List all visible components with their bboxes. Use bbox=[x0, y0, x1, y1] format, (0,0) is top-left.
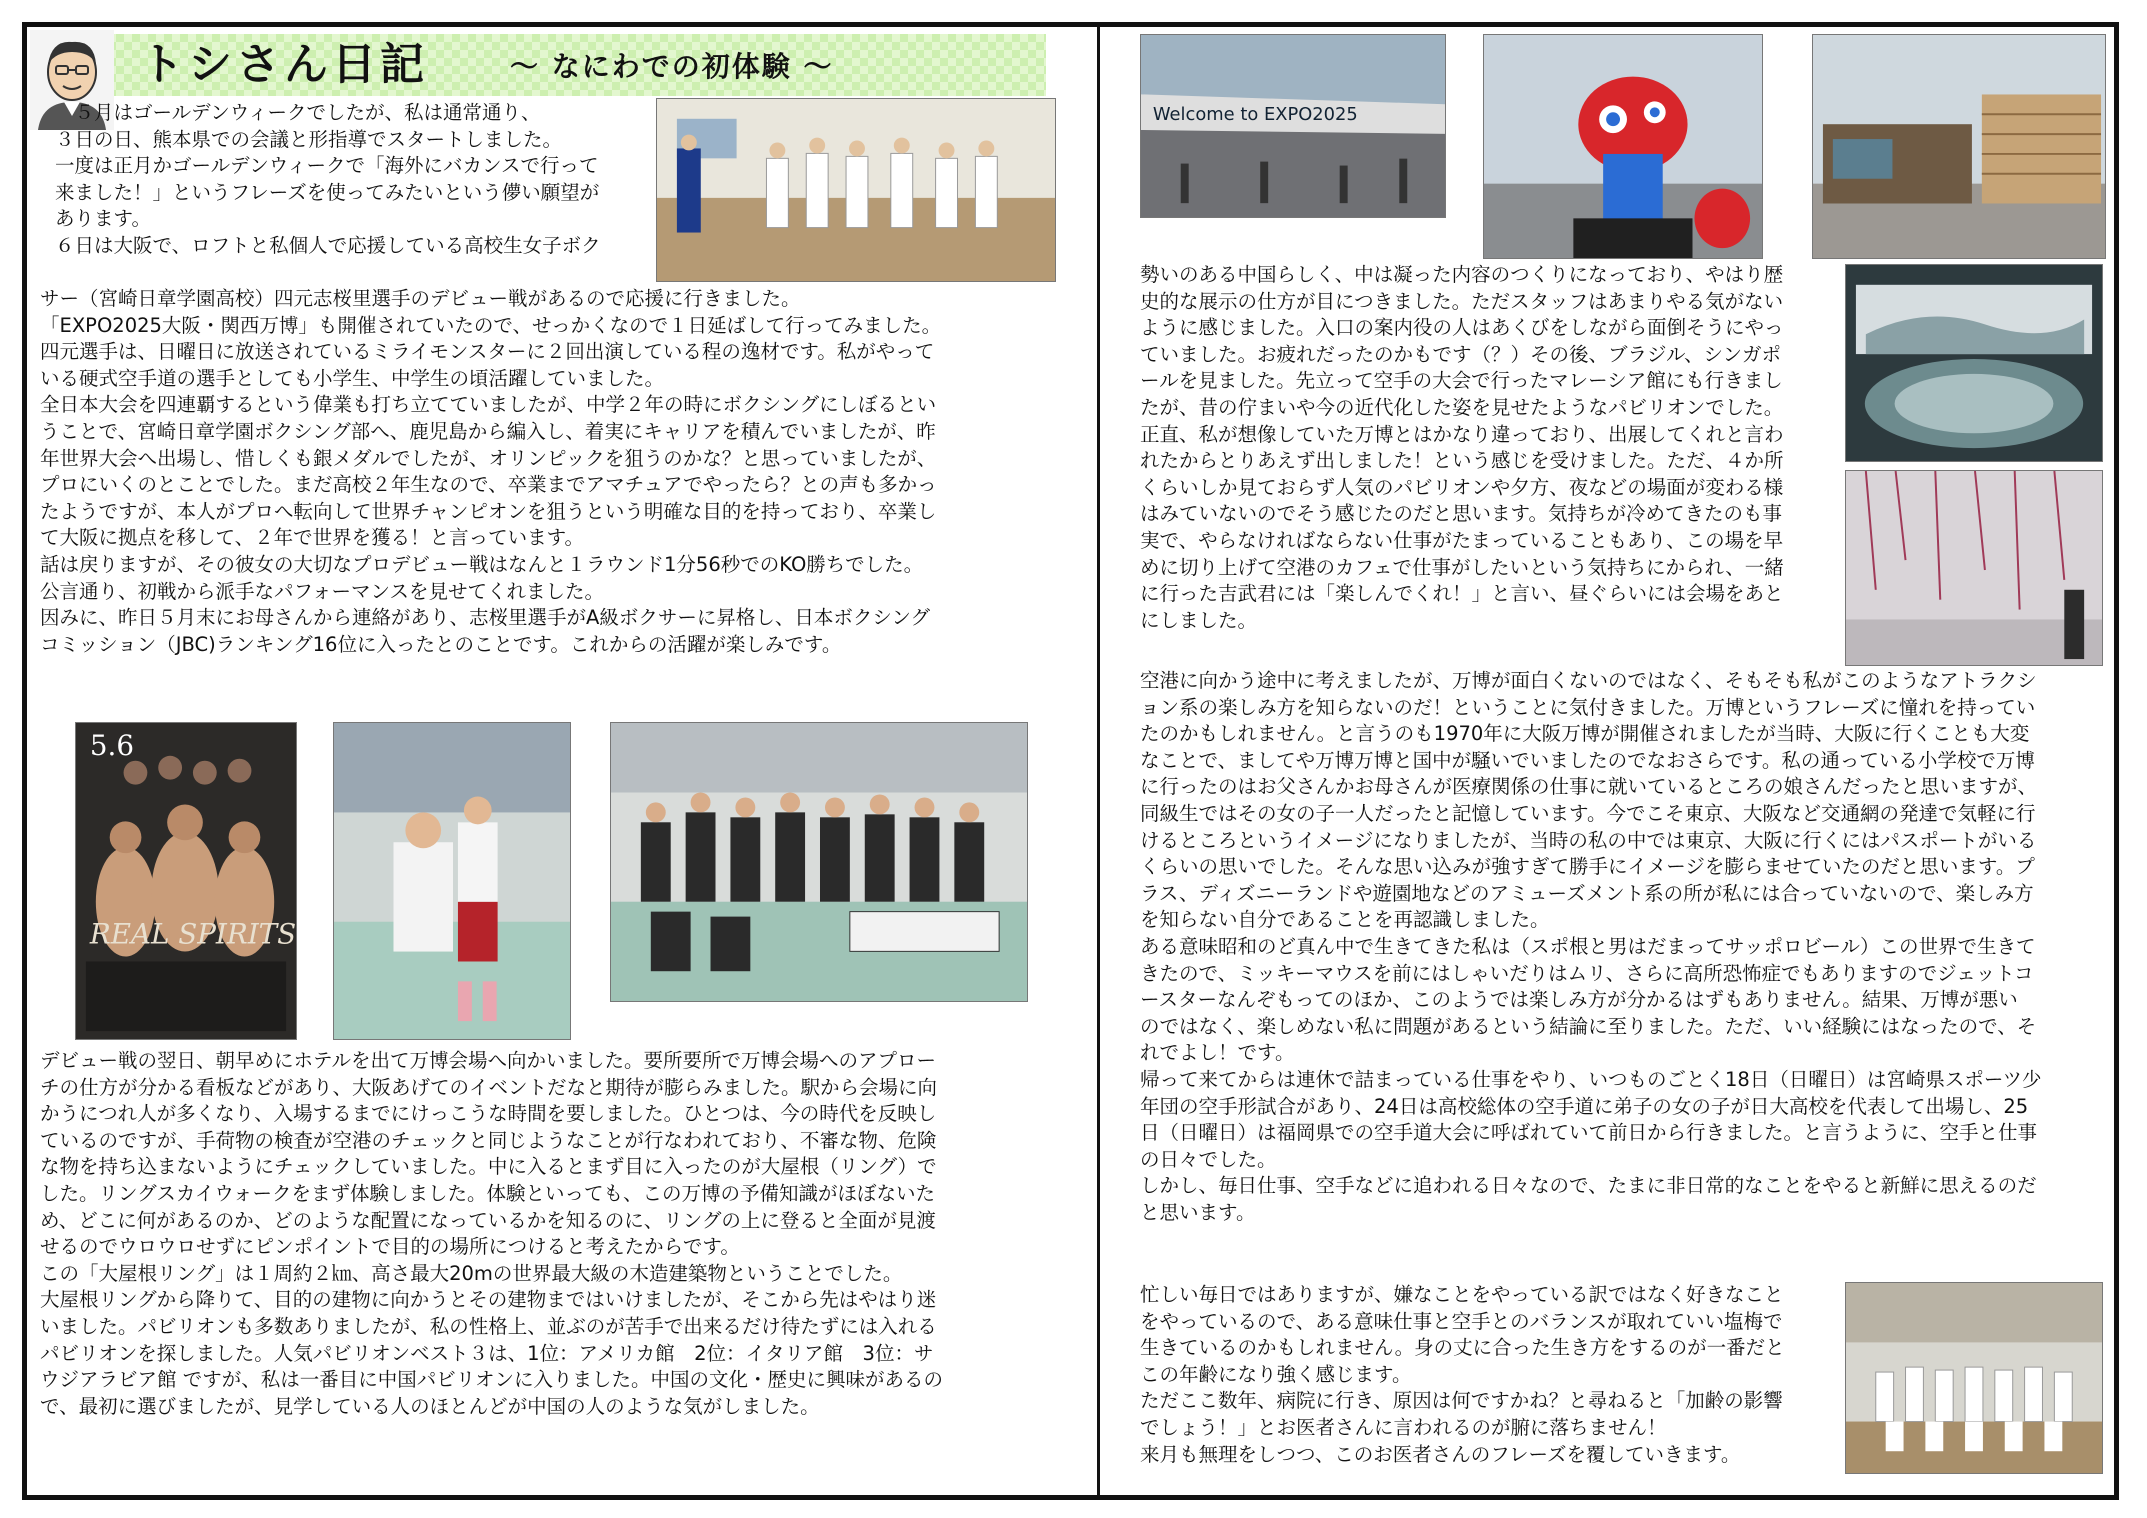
text-line: め、どこに何があるのか、どのような配置になっているかを知るのに、リングの上に登ると全面が見渡 bbox=[40, 1208, 936, 1232]
karate-tournament-photo bbox=[1845, 1282, 2103, 1474]
text-line: 忙しい毎日ではありますが、嫌なことをやっている訳ではなく好きなこと bbox=[1140, 1283, 1784, 1306]
text-line: ールを見ました。先立って空手の大会で行ったマレーシア館にも行きまし bbox=[1140, 369, 1783, 393]
text-line: 空港に向かう途中に考えましたが、万博が面白くないのではなく、そもそも私がこのようなアトラクシ bbox=[1140, 669, 2037, 692]
text-line: サー（宮崎日章学園高校）四元志桜里選手のデビュー戦があるので応援に行きました。 bbox=[40, 287, 801, 310]
text-line: チの仕方が分かる看板などがあり、大阪あげてのイベントだなと期待が膨らみました。駅から会場に向 bbox=[40, 1075, 938, 1099]
text-line: なことで、ましてや万博万博と国中が騒いでいましたのでなおさらです。私の通っている小学校で万博 bbox=[1140, 748, 2035, 772]
page-subtitle: ～ なにわでの初体験 ～ bbox=[510, 50, 834, 83]
text-line: けるところというイメージになりましたが、当時の私の中では東京、大阪に行くにはパスポートがいる bbox=[1140, 828, 2037, 852]
text-line: ているのですが、手荷物の検査が空港のチェックと同じようなことが行なわれており、不審な物、危険 bbox=[40, 1128, 937, 1152]
text-line: 正直、私が想像していた万博とはかなり違っており、出展してくれと言わ bbox=[1140, 422, 1784, 446]
text-line: たのかもしれません。と言うのも1970年に大阪万博が開催されましたが当時、大阪に行くことも大変 bbox=[1140, 722, 2030, 746]
column-divider bbox=[1097, 22, 1100, 1500]
text-line: て大阪に拠点を移して、２年で世界を獲る！と言っています。 bbox=[40, 526, 585, 550]
text-line: プロにいくのとことでした。まだ高校２年生なので、卒業までアマチュアでやったら？との声も多かっ bbox=[40, 473, 937, 497]
text-line: 史的な展示の仕方が目につきました。ただスタッフはあまりやる気がない bbox=[1140, 289, 1784, 313]
text-line: 年世界大会へ出場し、惜しくも銀メダルでしたが、オリンピックを狙うのかな？と思っていましたが、 bbox=[40, 446, 937, 470]
text-line: 年団の空手形試合があり、24日は高校総体の空手道に弟子の女の子が日大高校を代表して出場し、25 bbox=[1140, 1094, 2029, 1118]
poster-date: 5.6 bbox=[89, 728, 134, 762]
text-line: にしました。 bbox=[1140, 608, 1258, 632]
text-line: 一度は正月かゴールデンウィークで「海外にバカンスで行って bbox=[55, 154, 599, 178]
text-line: かうにつれ人が多くなり、入場するまでにけっこうな時間を要しました。ひとつは、今の時代を反映し bbox=[40, 1102, 937, 1126]
expo-welcome-sign: Welcome to EXPO2025 bbox=[1152, 104, 1358, 126]
text-line: 公言通り、初戦から派手なパフォーマンスを見せてくれました。 bbox=[40, 579, 604, 603]
text-line: ウジアラビア館 ですが、私は一番目に中国パビリオンに入りました。中国の文化・歴史に興味があるの bbox=[40, 1368, 944, 1392]
text-line: 話は戻りますが、その彼女の大切なプロデビュー戦はなんと１ラウンド1分56秒でのKO勝ちでした。 bbox=[40, 552, 924, 576]
text-line: コミッション（JBC)ランキング16位に入ったとのことです。これからの活躍が楽しみです。 bbox=[40, 632, 842, 656]
text-line: 四元選手は、日曜日に放送されているミライモンスターに２回出演している程の逸材です。私がやって bbox=[40, 340, 935, 364]
text-line: きたので、ミッキーマウスを前にはしゃいだりはムリ、さらに高所恐怖症でもありますのでジェットコ bbox=[1140, 961, 2034, 985]
text-line: 「EXPO2025大阪・関西万博」も開催されていたので、せっかくなので１日延ばして行ってみました。 bbox=[40, 313, 942, 337]
text-line: 同級生ではその女の子一人だったと記憶しています。今でこそ東京、大阪など交通網の発達で気軽に行 bbox=[1140, 801, 2036, 825]
text-line: 帰って来てからは連休で詰まっている仕事をやり、いつものごとく18日（日曜日）は宮崎県スポーツ少 bbox=[1140, 1067, 2042, 1091]
text-line: ある意味昭和のど真ん中で生きてきた私は（スポ根と男はだまってサッポロビール）この世界で生きて bbox=[1140, 934, 2036, 958]
text-line: で、最初に選びましたが、見学している人のほとんどが中国の人のような気がしました。 bbox=[40, 1394, 820, 1418]
text-line: でしょう！」とお医者さんに言われるのが腑に落ちません！ bbox=[1140, 1415, 1667, 1439]
text-line: 来ました！」というフレーズを使ってみたいという儚い願望が bbox=[55, 180, 600, 204]
text-line: あります。 bbox=[55, 207, 151, 231]
text-line: ように感じました。入口の案内役の人はあくびをしながら面倒そうにやっ bbox=[1140, 316, 1784, 340]
text-line: 実で、やらなければならない仕事がたまっていることもあり、この場を早 bbox=[1140, 528, 1784, 552]
text-line: を知らない自分であることを再認識しました。 bbox=[1140, 908, 1550, 932]
text-line: ラス、ディズニーランドや遊園地などのアミューズメント系の所が私には合っていないので、楽しみ方 bbox=[1140, 881, 2034, 905]
text-line: した。リングスカイウォークをまず体験しました。体験といっても、この万博の予備知識がほぼないた bbox=[40, 1181, 936, 1205]
text-line: たが、昔の佇まいや今の近代化した姿を見せたようなパビリオンでした。 bbox=[1140, 395, 1784, 419]
text-line: れたからとりあえず出しました！という感じを受けました。ただ、４か所 bbox=[1140, 449, 1784, 473]
text-line: 因みに、昨日５月末にお母さんから連絡があり、志桜里選手がA級ボクサーに昇格し、日本ボクシング bbox=[40, 606, 930, 630]
text-line: ースターなんぞもってのほか、このようでは楽しみ方が分かるはずもありません。結果、万博が悪い bbox=[1140, 988, 2018, 1012]
team-group-photo bbox=[610, 722, 1028, 1002]
expo-text bbox=[40, 1048, 943, 1420]
text-line: のではなく、楽しめない私に問題があるという結論に至りました。ただ、いい経験にはなったので、そ bbox=[1140, 1014, 2037, 1038]
text-line: ３日の日、熊本県での会議と形指導でスタートしました。 bbox=[55, 127, 563, 151]
text-line: な物を持ち込まないようにチェックしていました。中に入るとまず目に入ったのが大屋根（リング）で bbox=[40, 1155, 937, 1179]
closing-text bbox=[1140, 1282, 1785, 1468]
text-line: この「大屋根リング」は１周約２㎞、高さ最大20mの世界最大級の木造建築物ということでした。 bbox=[40, 1261, 903, 1285]
text-line: うことで、宮崎日章学園ボクシング部へ、鹿児島から編入し、着実にキャリアを積んでいましたが、昨 bbox=[40, 419, 936, 443]
wooden-pavilion-photo bbox=[1812, 34, 2106, 259]
text-line: ていました。お疲れだったのかもです（？）その後、ブラジル、シンガポ bbox=[1140, 342, 1781, 366]
text-line: めに切り上げて空港のカフェで仕事がしたいという気持ちにかられ、一緒 bbox=[1140, 555, 1784, 579]
boxer-with-author-photo bbox=[333, 722, 571, 1040]
text-line: くらいしか見ておらず人気のパビリオンや夕方、夜などの場面が変わる様 bbox=[1140, 475, 1784, 499]
text-line: デビュー戦の翌日、朝早めにホテルを出て万博会場へ向かいました。要所要所で万博会場へのアプロー bbox=[40, 1049, 937, 1072]
text-line: 大屋根リングから降りて、目的の建物に向かうとその建物まではいけましたが、そこから先はやはり迷 bbox=[40, 1288, 937, 1312]
text-line: の日々でした。 bbox=[1140, 1147, 1277, 1171]
expo-mascot-photo bbox=[1483, 34, 1763, 259]
text-line: をやっているので、ある意味仕事と空手とのバランスが取れていい塩梅で bbox=[1140, 1309, 1783, 1333]
boxing-text bbox=[40, 286, 941, 658]
text-line: 日（日曜日）は福岡県での空手道大会に呼ばれていて前日から行きました。と言うように、空手と仕事 bbox=[1140, 1121, 2038, 1145]
text-line: れでよし！です。 bbox=[1140, 1041, 1295, 1065]
text-line: たようですが、本人がプロへ転向して世界チャンピオンを狙うという明確な目的を持っており、卒業し bbox=[40, 499, 937, 523]
text-line: 来月も無理をしつつ、このお医者さんのフレーズを覆していきます。 bbox=[1140, 1442, 1741, 1466]
text-line: に行った吉武君には「楽しんでくれ！」と言い、昼ぐらいには会場をあと bbox=[1140, 582, 1784, 606]
text-line: はみていないのでそう感じたのだと思います。気持ちが冷めてきたのも事 bbox=[1140, 502, 1782, 526]
text-line: ただここ数年、病院に行き、原因は何ですかね？と尋ねると「加齢の影響 bbox=[1140, 1389, 1783, 1413]
text-line: くらいの思いでした。そんな思い込みが強すぎて勝手にイメージを膨らませていたのだと思います。プ bbox=[1140, 855, 2035, 879]
real-spirits-poster bbox=[75, 722, 297, 1040]
pavilion-diorama-photo bbox=[1845, 264, 2103, 462]
text-line: 生きているのかもしれません。身の丈に合った生き方をするのが一番だと bbox=[1140, 1336, 1785, 1360]
expo-entrance-photo bbox=[1140, 34, 1446, 218]
text-line: ６日は大阪で、ロフトと私個人で応援している高校生女子ボク bbox=[55, 233, 601, 257]
text-line: に行ったのはお父さんかお母さんが医療関係の仕事に就いているところの娘さんだったと思いますが、 bbox=[1140, 775, 2038, 799]
text-line: ョン系の楽しみ方を知らないのだ！ということに気付きました。万博というフレーズに憧れを持ってい bbox=[1140, 695, 2036, 719]
karate-dojo-photo bbox=[656, 98, 1056, 282]
text-line: ５月はゴールデンウィークでしたが、私は通常通り、 bbox=[55, 101, 541, 124]
text-line: 勢いのある中国らしく、中は凝った内容のつくりになっており、やはり歴 bbox=[1140, 263, 1784, 286]
text-line: と思います。 bbox=[1140, 1200, 1256, 1224]
page-title: トシさん日記 bbox=[140, 39, 428, 90]
text-line: せるのでウロウロせずにピンポイントで目的の場所につけると考えたからです。 bbox=[40, 1235, 740, 1259]
reflection-text bbox=[1140, 668, 2042, 1226]
poster-title: REAL SPIRITS bbox=[89, 917, 296, 951]
text-line: いる硬式空手道の選手としても小学生、中学生の頃活躍していました。 bbox=[40, 366, 665, 390]
china-pavilion-text bbox=[1140, 262, 1784, 634]
text-line: パビリオンを探しました。人気パビリオンベスト３は、1位：アメリカ館 2位：イタリア館 3位：サ bbox=[40, 1341, 934, 1365]
text-line: この年齢になり強く感じます。 bbox=[1140, 1362, 1412, 1386]
intro-text bbox=[55, 100, 601, 260]
text-line: しかし、毎日仕事、空手などに追われる日々なので、たまに非日常的なことをやると新鮮に思えるのだ bbox=[1140, 1174, 2037, 1198]
crystal-installation-photo bbox=[1845, 470, 2103, 666]
text-line: 全日本大会を四連覇するという偉業も打ち立てていましたが、中学２年の時にボクシングにしぼるとい bbox=[40, 393, 937, 417]
text-line: いました。パビリオンも多数ありましたが、私の性格上、並ぶのが苦手で出来るだけ待たずには入れる bbox=[40, 1314, 937, 1338]
